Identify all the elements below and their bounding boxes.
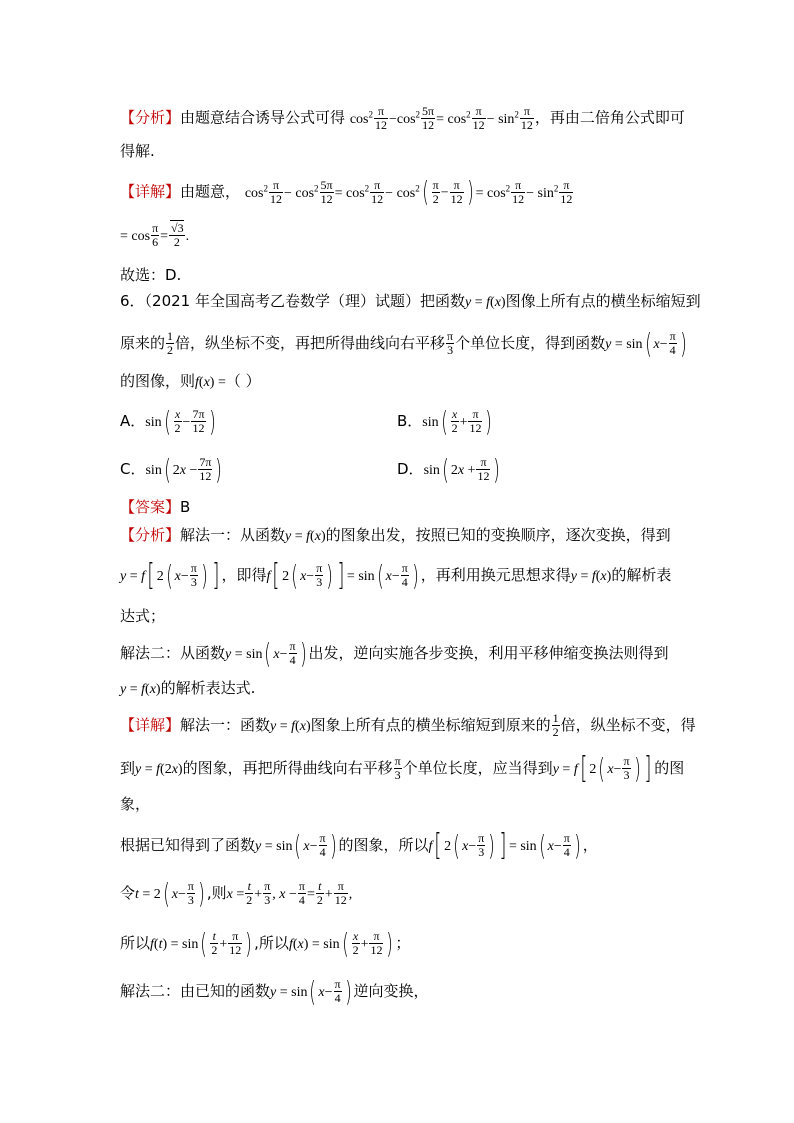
fraction: $\frac{x}{2}$ (451, 407, 458, 435)
paren: ( (538, 828, 546, 862)
paren: ) (411, 558, 419, 592)
math-expression: y = f(2x) (135, 762, 183, 777)
q6-fenxi-text: 解法一：从函数 (180, 526, 286, 544)
paren: ) (573, 828, 581, 862)
math-expression: , (348, 887, 353, 902)
q6-text: 倍，纵坐标不变，再把所得曲线向右平移 (175, 334, 446, 352)
option-a-label: A． (120, 412, 146, 430)
q6-xj-text: 到 (120, 759, 136, 777)
math-expression: 2 (589, 762, 597, 777)
q6-fenxi-line-3 (120, 606, 165, 626)
q6-xj-line-2 (120, 750, 685, 786)
math-expression: x (385, 569, 392, 584)
paren: ( (164, 452, 171, 486)
q6-xj-text: 令 (120, 884, 136, 902)
p5-result-formula (120, 222, 189, 249)
math-expression: f (428, 839, 433, 854)
fraction: $\frac{\pi}{3}$ (394, 754, 401, 782)
math-expression: − $\sin^2$ (526, 183, 559, 201)
q6-xj-text: 的图象，所以 (338, 836, 429, 854)
answer-line (120, 497, 190, 517)
fraction: $\frac{\pi}{12}$ (370, 929, 383, 957)
q6-xj-text: 个单位长度，应当得到 (402, 759, 553, 777)
math-expression: = (160, 229, 169, 244)
q6-fenxi-text: 的解析表达式. (160, 679, 256, 697)
bracket: ] (499, 827, 507, 863)
math-expression: = (306, 887, 315, 902)
option-b-label: B． (397, 412, 423, 430)
fraction: $\frac{\pi}{12}$ (334, 879, 347, 907)
fraction: $\frac{\pi}{3}$ (264, 879, 271, 907)
option-c-label: C． (120, 460, 146, 478)
fraction: $\frac{\pi}{12}$ (512, 177, 525, 206)
fraction: $\frac{\pi}{12}$ (229, 929, 242, 957)
paren: ( (440, 404, 448, 438)
q6-fenxi-text: 的图象出发，按照已知的变换顺序，逐次变换，得到 (325, 526, 671, 544)
p5-result-text: 故选：D. (120, 266, 182, 284)
p5-xiangjie-line (120, 175, 574, 209)
q6-text: 原来的 (120, 334, 166, 352)
q6-xj-text: 解法二：由已知的函数 (120, 982, 271, 1000)
q6-line-3 (120, 371, 261, 393)
math-expression: sin (145, 415, 162, 430)
paren: ) (633, 751, 641, 785)
math-expression: x (462, 839, 469, 854)
fraction: $\frac{1}{2}$ (167, 329, 174, 357)
math-expression: − (182, 415, 191, 430)
math-expression: + (360, 937, 369, 952)
paren: ( (200, 926, 208, 960)
fraction: $\frac{t}{2}$ (316, 879, 323, 907)
fraction: $\frac{\pi}{3}$ (316, 561, 323, 589)
q6-fenxi-line-4 (120, 636, 669, 670)
paren: ) (326, 558, 334, 592)
fraction: $\frac{\pi}{12}$ (469, 407, 482, 435)
math-expression: y = f(x) (285, 529, 326, 544)
q6-fenxi-text: 出发，逆向实施各步变换，利用平移伸缩变换法则得到 (308, 644, 669, 662)
math-expression: x = (226, 887, 245, 902)
q6-xj-line-4 (120, 827, 598, 863)
q6-xj-text: 根据已知得到了函数 (120, 836, 256, 854)
q6-number: 6． (120, 292, 145, 310)
math-expression: y = f(x) (465, 295, 506, 310)
math-expression: − (324, 985, 333, 1000)
q6-xj-line-3 (120, 794, 150, 814)
math-expression: sin (422, 415, 439, 430)
math-expression: y = sin (225, 647, 263, 662)
math-expression: = $\cos^2$ (475, 183, 511, 201)
math-expression: y = f(x) (120, 682, 161, 697)
q6-source: （2021 年全国高考乙卷数学（理）试题） (144, 292, 420, 310)
paren: ( (421, 175, 429, 209)
option-a (120, 404, 217, 438)
bracket: ] (337, 557, 345, 593)
q6-line-1 (120, 291, 701, 313)
math-expression: + (254, 887, 263, 902)
fraction: $\frac{x}{2}$ (174, 407, 181, 435)
fraction: $\frac{\pi}{3}$ (447, 329, 454, 357)
p5-fenxi-text: 由题意结合诱导公式可得 (180, 108, 346, 127)
fenxi-tag: 【分析】 (120, 108, 181, 127)
q6-text: 图像上所有点的横坐标缩短到 (505, 292, 701, 310)
paren: ( (442, 452, 449, 486)
math-expression: $\cos^2$ (244, 183, 268, 201)
math-expression: . (185, 229, 190, 244)
xiangjie-tag: 【详解】 (120, 716, 181, 734)
paren: ) (466, 175, 474, 209)
math-expression: x (300, 569, 307, 584)
option-d-label: D． (397, 460, 424, 478)
math-expression: + (459, 415, 468, 430)
math-expression: − $\cos^2$ (283, 183, 319, 201)
paren: ) (488, 828, 496, 862)
fraction: $\frac{\pi}{3}$ (478, 831, 485, 859)
q6-fenxi-text: 达式； (120, 607, 166, 625)
q6-xj-line-7 (120, 974, 429, 1008)
math-expression: y = sin (270, 985, 308, 1000)
paren: ) (208, 404, 216, 438)
fraction: $\frac{5\pi}{12}$ (320, 177, 333, 206)
math-expression: − (177, 887, 186, 902)
math-expression: x (171, 887, 178, 902)
math-expression: 2 (156, 569, 164, 584)
math-expression: − (553, 839, 562, 854)
paren: ) (201, 558, 208, 592)
fraction: $\frac{\pi}{4}$ (563, 831, 570, 859)
fraction: $\frac{\pi}{4}$ (298, 879, 305, 907)
paren: ( (376, 558, 384, 592)
math-expression: + (219, 937, 228, 952)
math-expression: t = 2 (135, 887, 161, 902)
paren: ( (163, 876, 170, 910)
paren: ( (294, 828, 302, 862)
paren: ( (163, 404, 171, 438)
bracket: [ (580, 750, 588, 786)
q6-xj-text: 的图象，再把所得曲线向右平移 (182, 759, 393, 777)
q6-xj-text: ,所以 (254, 934, 289, 952)
paren: ) (245, 926, 252, 960)
math-expression: − (468, 839, 477, 854)
fraction: $\frac{\pi}{12}$ (374, 103, 387, 132)
math-expression: − (279, 647, 288, 662)
fraction: $\frac{\pi}{4}$ (334, 977, 341, 1005)
math-expression: = cos (120, 229, 151, 244)
paren: ) (215, 452, 223, 486)
math-expression: x (318, 985, 325, 1000)
fraction: $\frac{\pi}{12}$ (371, 177, 384, 206)
q6-xj-text: 图象上所有点的横坐标缩短到原来的 (310, 716, 551, 734)
math-expression: y = f (120, 569, 146, 584)
p5-result (120, 265, 181, 285)
answer-value: B (180, 498, 191, 516)
paren: ) (485, 404, 493, 438)
math-expression: f (266, 569, 271, 584)
q6-xj-line-5 (120, 876, 353, 910)
fraction: $\frac{x}{2}$ (352, 929, 359, 957)
q6-text: 的图像，则 (120, 372, 196, 390)
q6-fenxi-text: 的解析表 (611, 566, 672, 584)
math-expression: = $\cos^2$ (334, 183, 370, 201)
fraction: $\frac{5\pi}{12}$ (422, 103, 435, 132)
math-expression: y = sin (605, 337, 643, 352)
fenxi-tag: 【分析】 (120, 526, 181, 544)
p5-fenxi-line (120, 104, 685, 132)
p5-fenxi-line-2 (120, 141, 155, 161)
fraction: $\frac{7\pi}{12}$ (199, 455, 212, 483)
math-expression: − (309, 839, 318, 854)
q6-xj-text: 所以 (120, 934, 151, 952)
math-expression: y = sin (255, 839, 293, 854)
option-b (397, 404, 494, 438)
q6-fenxi-line-5 (120, 678, 255, 700)
q6-xj-text: ， (582, 836, 598, 854)
paren: ( (165, 558, 173, 592)
math-expression: − (659, 337, 668, 352)
math-expression: + (324, 887, 333, 902)
q6-fenxi-text: ，即得 (221, 566, 267, 584)
math-expression: − (180, 569, 189, 584)
q6-xj-text: 象， (120, 795, 151, 813)
option-c (120, 452, 224, 486)
fraction: $\frac{\pi}{12}$ (450, 177, 463, 206)
math-expression: − $\cos^2$ (385, 183, 420, 201)
fraction: $\frac{\pi}{12}$ (520, 103, 533, 132)
fraction: $\frac{\pi}{3}$ (623, 754, 630, 782)
fraction: $\frac{√3}{2}$ (171, 221, 184, 249)
fraction: $\frac{\pi}{4}$ (319, 831, 326, 859)
fraction: $\frac{\pi}{12}$ (269, 177, 282, 206)
fraction: $\frac{\pi}{6}$ (152, 221, 159, 249)
math-expression: x (547, 839, 554, 854)
paren: ) (198, 876, 205, 910)
paren: ) (386, 926, 394, 960)
bracket: ] (212, 557, 220, 593)
daan-tag: 【答案】 (120, 498, 181, 516)
q6-xj-text: ； (395, 934, 411, 952)
fraction: $\frac{7\pi}{12}$ (192, 407, 205, 435)
option-d (397, 452, 502, 486)
math-expression: f(x) = sin (288, 937, 340, 952)
fraction: $\frac{\pi}{4}$ (289, 639, 296, 667)
q6-text: （ ） (225, 372, 261, 390)
q6-xj-text: ,则 (206, 884, 227, 902)
q6-text: 把函数 (420, 292, 466, 310)
paren: ( (341, 926, 349, 960)
math-expression: x (607, 762, 614, 777)
q6-fenxi-text: ，再利用换元思想求得 (420, 566, 571, 584)
paren: ( (644, 326, 652, 360)
fraction: $\frac{\pi}{2}$ (432, 177, 439, 206)
paren: ) (679, 326, 687, 360)
paren: ) (329, 828, 337, 862)
math-expression: x (174, 569, 181, 584)
fraction: $\frac{\pi}{4}$ (401, 561, 408, 589)
p5-xiangjie-text: 由题意， (180, 182, 241, 201)
math-expression: − $\sin^2$ (486, 109, 519, 127)
paren: ( (264, 636, 272, 670)
paren: ( (598, 751, 606, 785)
paren: ) (344, 974, 352, 1008)
q6-text: 个单位长度，得到函数 (455, 334, 606, 352)
p5-fenxi-text-3: 得解. (120, 142, 155, 160)
p5-fenxi-text-2: ，再由二倍角公式即可 (534, 108, 685, 127)
math-expression: 2x − (172, 463, 198, 478)
math-expression: f(x) = (195, 375, 226, 390)
q6-xj-line-6 (120, 926, 411, 960)
math-expression: = sin (508, 839, 537, 854)
math-expression: sin (145, 463, 162, 478)
fraction: $\frac{\pi}{12}$ (560, 177, 573, 206)
math-expression: − (440, 185, 449, 201)
math-expression: 2x + (450, 463, 476, 478)
fraction: $\frac{\pi}{3}$ (190, 561, 197, 589)
math-expression: − (306, 569, 315, 584)
math-expression: $-\cos^2$ (388, 109, 421, 127)
fraction: $\frac{t}{2}$ (246, 879, 253, 907)
q6-xj-line-1 (120, 712, 696, 739)
math-expression: sin (423, 463, 440, 478)
math-expression: y = f (552, 762, 578, 777)
paren: ) (493, 452, 501, 486)
q6-xj-text: 解法一：函数 (180, 716, 271, 734)
q6-fenxi-text: 解法二：从函数 (120, 644, 226, 662)
math-expression: − (613, 762, 622, 777)
math-expression: = $\cos^2$ (436, 109, 471, 127)
math-expression: x (653, 337, 660, 352)
q6-xj-text: 倍，纵坐标不变，得 (560, 716, 696, 734)
paren: ( (291, 558, 298, 592)
math-expression: 2 (282, 569, 290, 584)
bracket: [ (147, 557, 155, 593)
math-expression: f(t) = sin (150, 937, 199, 952)
bracket: ] (644, 750, 652, 786)
q6-line-2 (120, 326, 689, 360)
bracket: [ (272, 557, 280, 593)
math-expression: = sin (346, 569, 375, 584)
fraction: $\frac{\pi}{12}$ (477, 455, 490, 483)
math-expression: 2 (444, 839, 452, 854)
math-expression: , x − (272, 887, 297, 902)
xiangjie-tag: 【详解】 (120, 182, 181, 201)
q6-xj-text: 逆向变换， (353, 982, 429, 1000)
math-expression: y = f(x) (270, 719, 311, 734)
paren: ( (453, 828, 460, 862)
fraction: $\frac{1}{2}$ (552, 711, 559, 739)
math-expression: $\cos^2$ (349, 109, 373, 127)
fraction: $\frac{\pi}{12}$ (472, 103, 485, 132)
math-expression: y = f(x) (570, 569, 612, 584)
q6-fenxi-line-2 (120, 557, 672, 593)
paren: ) (299, 636, 307, 670)
bracket: [ (434, 827, 442, 863)
fraction: $\frac{t}{2}$ (211, 929, 218, 957)
math-expression: x (273, 647, 280, 662)
math-expression: x (303, 839, 310, 854)
math-expression: − (391, 569, 400, 584)
fraction: $\frac{\pi}{3}$ (187, 879, 194, 907)
paren: ( (309, 974, 317, 1008)
q6-xj-text: 的图 (654, 759, 685, 777)
fraction: $\frac{\pi}{4}$ (669, 329, 676, 357)
q6-fenxi-line-1 (120, 525, 671, 547)
